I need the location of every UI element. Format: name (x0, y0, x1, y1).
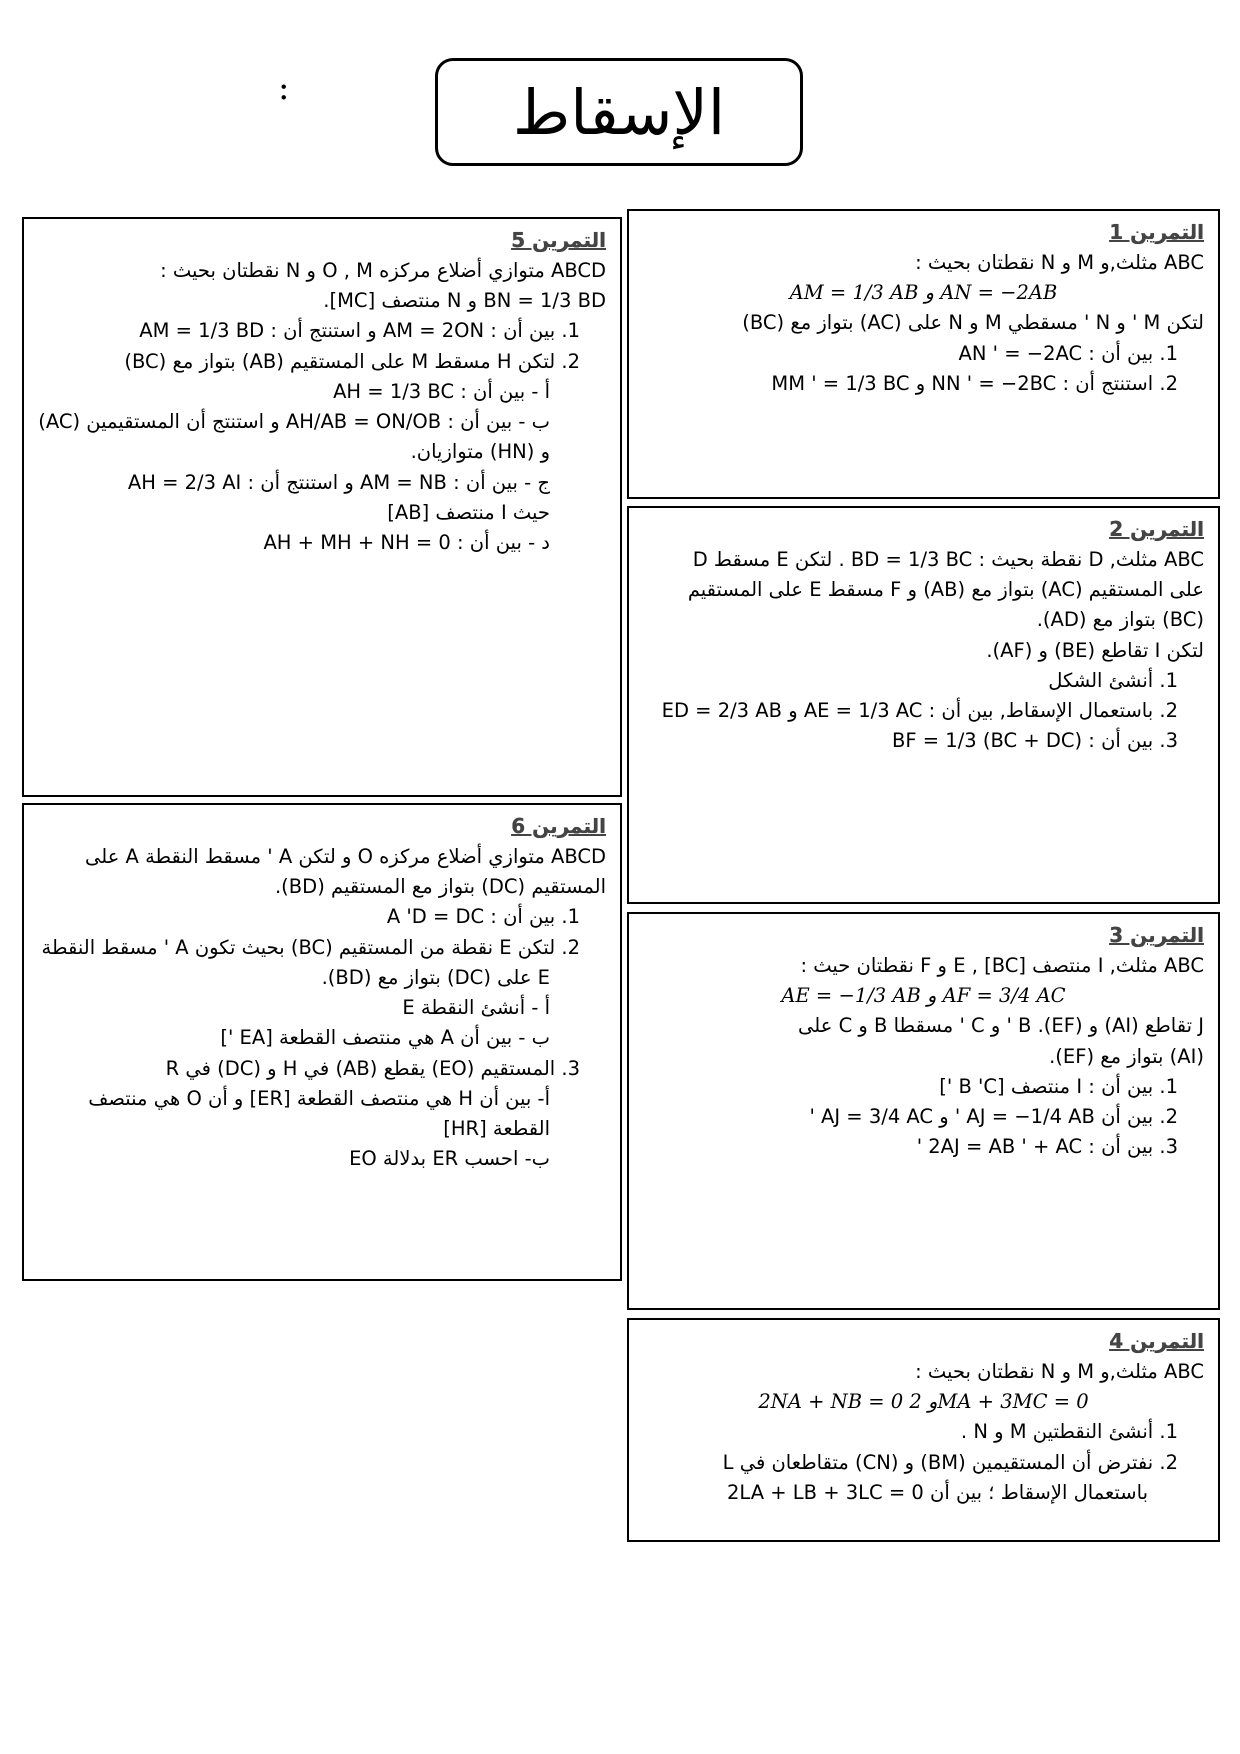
exercise-5-question-2c: ج - بين أن : AM = NB و استنتج أن : AH = 2/3 AI (127, 470, 550, 494)
title-colon: : (278, 68, 290, 108)
exercise-1-statement: ABC مثلث,و M و N نقطتان بحيث : (915, 251, 1204, 274)
exercise-3-statement-3: J تقاطع (AI) و (EF). B ' و C ' مسقطا B و C على (798, 1014, 1204, 1038)
exercise-5-question-2c-cont: حيث I منتصف [AB] (387, 500, 550, 524)
exercise-3-statement-4: (AI) بتواز مع (EF). (1049, 1044, 1204, 1068)
exercise-5-heading: التمرين 5 (511, 228, 606, 252)
exercise-6-question-3a-cont: القطعة [HR] (443, 1116, 550, 1140)
exercise-3-heading: التمرين 3 (1109, 923, 1204, 947)
exercise-5-statement-1: ABCD متوازي أضلاع مركزه O , M و N نقطتان بحيث : (160, 259, 606, 282)
exercise-1-heading: التمرين 1 (1109, 220, 1204, 244)
exercise-6-heading: التمرين 6 (511, 814, 606, 838)
exercise-2-heading: التمرين 2 (1109, 517, 1204, 541)
exercise-6-question-3a: أ- بين أن H هي منتصف القطعة [ER] و أن O هي منتصف (88, 1086, 550, 1110)
exercise-5-question-2b-cont: و (HN) متوازيان. (410, 440, 550, 464)
exercise-4-question-1: 1. أنشئ النقطتين M و N . (960, 1420, 1178, 1444)
exercise-4-question-2: 2. نفترض أن المستقيمين (BM) و (CN) متقاطعان في L (722, 1450, 1178, 1474)
exercise-5-question-1: 1. بين أن : AM = 2ON و استنتج أن : AM = 1/3 BD (139, 319, 580, 343)
exercise-3-question-2: 2. بين أن AJ = −1/4 AB ' و AJ = 3/4 AC ' (809, 1105, 1178, 1129)
exercise-1-relations: AM = 1/3 AB و AN = −2AB (789, 281, 1058, 305)
exercise-1-box (627, 209, 1220, 499)
exercise-6-statement-1: ABCD متوازي أضلاع مركزه O و لتكن A ' مسقط النقطة A على (84, 845, 606, 868)
exercise-2-statement-4: لتكن I تقاطع (BE) و (AF). (986, 638, 1204, 662)
exercise-3-question-1: 1. بين أن : I منتصف [B 'C '] (939, 1074, 1178, 1098)
exercise-6-question-3: 3. المستقيم (EO) يقطع (AB) في H و (DC) في R (165, 1056, 580, 1080)
exercise-5-statement-2: BN = 1/3 BD و N منتصف [MC]. (323, 289, 606, 313)
exercise-4-heading: التمرين 4 (1109, 1329, 1204, 1353)
exercise-5-box (22, 217, 622, 797)
exercise-4-relations: 2NA + NB = 0 و 2MA + 3MC = 0 (758, 1390, 1089, 1414)
exercise-2-question-2: 2. باستعمال الإسقاط, بين أن : AE = 1/3 AC و ED = 2/3 AB (661, 699, 1178, 723)
exercise-3-relations: AE = −1/3 AB و AF = 3/4 AC (781, 984, 1066, 1008)
exercise-2-statement-3: (BC) بتواز مع (AD). (1036, 608, 1204, 632)
exercise-2-statement-2: على المستقيم (AC) بتواز مع (AB) و F مسقط E على المستقيم (687, 578, 1204, 602)
exercise-3-box (627, 912, 1220, 1310)
exercise-6-question-2a: أ - أنشئ النقطة E (402, 996, 550, 1020)
exercise-6-statement-2: المستقيم (DC) بتواز مع المستقيم (BD). (274, 875, 606, 899)
exercise-3-question-3: 3. بين أن : 2AJ = AB ' + AC ' (916, 1135, 1178, 1159)
exercise-5-question-2b: ب - بين أن : AH/AB = ON/OB و استنتج أن المستقيمين (AC) (38, 410, 550, 434)
exercise-5-question-2: 2. لتكن H مسقط M على المستقيم (AB) بتواز مع (BC) (124, 349, 580, 373)
exercise-4-box (627, 1318, 1220, 1542)
exercise-1-projection: لتكن M ' و N ' مسقطي M و N على (AC) بتواز مع (BC) (742, 311, 1204, 335)
exercise-4-statement: ABC مثلث,و M و N نقطتان بحيث : (915, 1360, 1204, 1383)
exercise-2-question-1: 1. أنشئ الشكل (1048, 668, 1178, 692)
exercise-6-question-2-cont: E على (DC) بتواز مع (BD). (321, 965, 550, 989)
exercise-1-question-2: 2. استنتج أن : NN ' = −2BC و MM ' = 1/3 BC (771, 371, 1178, 395)
exercise-6-question-1: 1. بين أن : A 'D = DC (386, 905, 580, 929)
exercise-1-question-1: 1. بين أن : AN ' = −2AC (958, 341, 1178, 365)
exercise-6-question-2b: ب - بين أن A هي منتصف القطعة [EA '] (220, 1026, 550, 1050)
exercise-4-question-2-cont: باستعمال الإسقاط ؛ بين أن 2LA + LB + 3LC = 0 (727, 1480, 1148, 1504)
exercise-2-statement-1: ABC مثلث, D نقطة بحيث : BD = 1/3 BC . لتكن E مسقط D (692, 548, 1204, 571)
exercise-3-statement-1: ABC مثلث, I منتصف [BC] , E و F نقطتان حيث : (800, 954, 1204, 977)
page-title: الإسقاط (435, 58, 803, 166)
exercise-2-question-3: 3. بين أن : BF = 1/3 (BC + DC) (891, 729, 1178, 753)
exercise-6-box (22, 803, 622, 1281)
exercise-5-question-2a: أ - بين أن : AH = 1/3 BC (333, 379, 550, 403)
exercise-6-question-3b: ب- احسب ER بدلالة EO (349, 1147, 550, 1171)
exercise-6-question-2: 2. لتكن E نقطة من المستقيم (BC) بحيث تكون A ' مسقط النقطة (41, 935, 580, 959)
exercise-5-question-2d: د - بين أن : AH + MH + NH = 0 (263, 530, 550, 554)
exercise-2-box (627, 506, 1220, 904)
